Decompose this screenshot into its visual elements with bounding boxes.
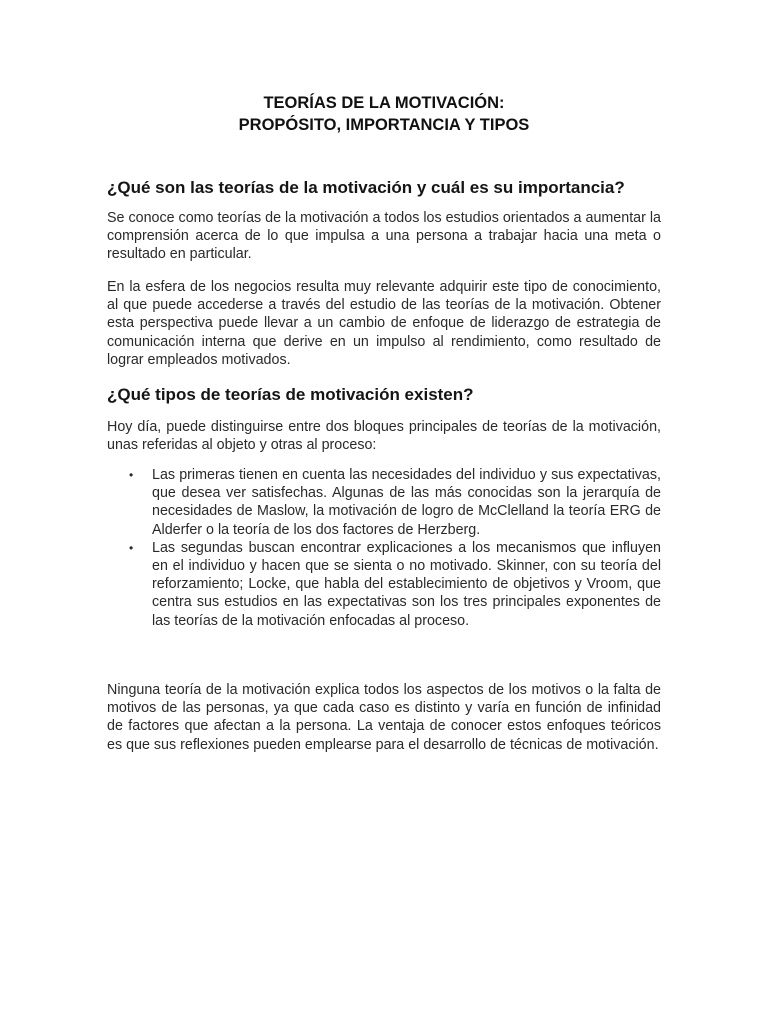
paragraph-definition: Se conoce como teorías de la motivación a todos los estudios orientados a aumentar la comprensión acerca de lo que impulsa a una persona a trabajar hacia una meta o resultado en particular. (107, 210, 661, 263)
bullet-item-process-theories (107, 539, 661, 630)
types-bullet-list (107, 466, 661, 630)
bullet-text: Las segundas buscan encontrar explicaciones a los mecanismos que influyen en el individuo y hacen que se sienta o no motivado. Skinner, con su teoría del reforzamiento; Locke, que habla del establecimiento de objetivos y Vroom, que centra sus estudios en las expectativas son los tres principales exponentes de las teorías de la motivación enfocadas al proceso. (152, 539, 661, 629)
paragraph-conclusion: Ninguna teoría de la motivación explica todos los aspectos de los motivos o la falta de motivos de las personas, ya que cada caso es distinto y varía en función de infinidad de factores que afectan a la persona. La ventaja de conocer estos enfoques teóricos es que sus reflexiones pueden emplearse para el desarrollo de técnicas de motivación. (107, 682, 661, 753)
bullet-dot-icon: • (129, 540, 134, 555)
bullet-text: Las primeras tienen en cuenta las necesidades del individuo y sus expectativas, que desea ver satisfechas. Algunas de las más conocidas son la jerarquía de necesidades de Maslow, la motivación de logro de McClelland la teoría ERG de Alderfer o la teoría de los dos factores de Herzberg. (152, 467, 661, 538)
paragraph-types-intro: Hoy día, puede distinguirse entre dos bloques principales de teorías de la motivación, unas referidas al objeto y otras al proceso: (107, 419, 661, 454)
section-heading-importance: ¿Qué son las teorías de la motivación y cuál es su importancia? (107, 178, 625, 197)
section-heading-types: ¿Qué tipos de teorías de motivación existen? (107, 385, 474, 404)
paragraph-business: En la esfera de los negocios resulta muy relevante adquirir este tipo de conocimiento, al que puede accederse a través del estudio de las teorías de la motivación. Obtener esta perspectiva puede llevar a un cambio de enfoque de liderazgo de estrategia de comunicación interna que derive en un impulso al rendimiento, como resultado de lograr empleados motivados. (107, 279, 661, 368)
title-line-2: PROPÓSITO, IMPORTANCIA Y TIPOS (238, 116, 530, 134)
title-line-1: TEORÍAS DE LA MOTIVACIÓN: (263, 94, 505, 112)
document-title (0, 92, 768, 136)
bullet-item-content-theories (107, 466, 661, 539)
bullet-dot-icon: • (129, 468, 134, 482)
